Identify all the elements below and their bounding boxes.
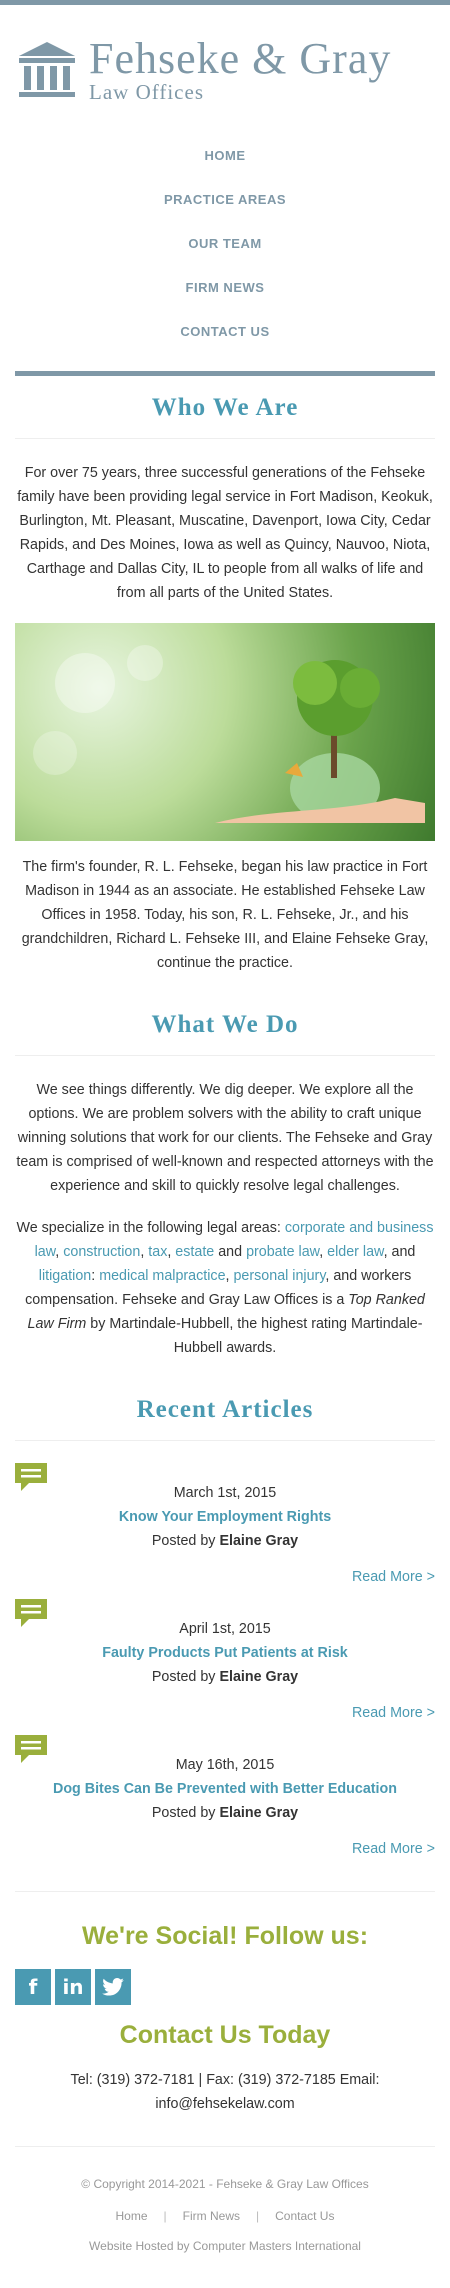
what-we-do-heading: What We Do [15, 993, 435, 1056]
article-title[interactable]: Faulty Products Put Patients at Risk [102, 1645, 348, 1661]
brand[interactable] [89, 34, 392, 104]
comment-icon [15, 1599, 47, 1629]
link-medical-malpractice[interactable]: medical malpractice [99, 1268, 226, 1284]
article-date: March 1st, 2015 [173, 1485, 277, 1501]
link-personal-injury[interactable]: personal injury [233, 1268, 326, 1284]
nav-firm-news[interactable]: FIRM NEWS [185, 279, 265, 295]
read-more-link[interactable]: Read More > [351, 1705, 435, 1721]
twitter-bird-icon [102, 1978, 124, 1996]
article-author: Posted by Elaine Gray [151, 1669, 299, 1685]
twitter-icon[interactable] [95, 1969, 131, 2005]
who-we-are-heading: Who We Are [15, 376, 435, 439]
brand-subtitle: Law Offices [89, 80, 204, 104]
main-nav [15, 133, 435, 353]
hero-image [15, 623, 435, 841]
article-item [15, 1599, 435, 1725]
link-probate-law[interactable]: probate law [246, 1244, 320, 1260]
site-footer [15, 2177, 435, 2277]
recent-articles-heading: Recent Articles [15, 1378, 435, 1441]
footer-link-home[interactable]: Home [115, 2209, 148, 2223]
founder-text: The firm's founder, R. L. Fehseke, began his law practice in Fort Madison in 1944 as an associate. He established Fehseke Law Offices in 1958. Today, his son, R. L. Fehseke, Jr., and his grandchildren, Richard L. Fehseke III, and Elaine Fehseke Gray, continue the practice. [21, 859, 429, 971]
link-construction[interactable]: construction [63, 1244, 141, 1260]
separator: | [163, 2209, 167, 2223]
courthouse-icon[interactable] [15, 38, 79, 102]
read-more-link[interactable]: Read More > [351, 1569, 435, 1585]
social-heading: We're Social! Follow us: [81, 1922, 369, 1950]
article-item [15, 1463, 435, 1589]
linkedin-icon[interactable]: in [55, 1969, 91, 2005]
read-more-link[interactable]: Read More > [351, 1841, 435, 1857]
link-litigation[interactable]: litigation [38, 1268, 92, 1284]
article-date: April 1st, 2015 [179, 1621, 271, 1637]
top-ranked-text: Top Ranked Law Firm [27, 1292, 425, 1332]
footer-links [15, 2209, 435, 2223]
link-estate[interactable]: estate [175, 1244, 215, 1260]
brand-name: Fehseke & Gray [89, 34, 392, 83]
who-we-are-text: For over 75 years, three successful generations of the Fehseke family have been providing legal service in Fort Madison, Keokuk, Burlington, Mt. Pleasant, Muscatine, Davenport, Iowa City, Cedar Rapids, and Des Moines, Iowa as well as Quincy, Nauvoo, Niota, Carthage and Dallas City, IL to people from all walks of life and from all parts of the United States. [17, 465, 433, 601]
link-corporate-business-law[interactable]: corporate and business law [34, 1220, 434, 1260]
separator: | [255, 2209, 260, 2223]
footer-link-firm-news[interactable]: Firm News [182, 2209, 240, 2223]
contact-heading: Contact Us Today [119, 2021, 331, 2049]
link-tax[interactable]: tax [148, 1244, 168, 1260]
article-item [15, 1735, 435, 1861]
nav-practice-areas[interactable]: PRACTICE AREAS [163, 191, 287, 207]
article-date: May 16th, 2015 [175, 1757, 275, 1773]
nav-contact-us[interactable]: CONTACT US [180, 323, 270, 339]
comment-icon [15, 1735, 47, 1765]
article-title[interactable]: Know Your Employment Rights [118, 1509, 332, 1525]
contact-info[interactable]: Tel: (319) 372-7181 | Fax: (319) 372-7185 Email: info@fehsekelaw.com [70, 2072, 380, 2112]
link-elder-law[interactable]: elder law [327, 1244, 384, 1260]
footer-link-contact-us[interactable]: Contact Us [275, 2209, 335, 2223]
site-header [15, 5, 435, 103]
article-author: Posted by Elaine Gray [151, 1533, 299, 1549]
copyright: © Copyright 2014-2021 - Fehseke & Gray Law Offices [81, 2177, 369, 2191]
section-divider [15, 1891, 435, 1892]
comment-icon [15, 1463, 47, 1493]
specialties-text: We specialize in the following legal areas: corporate and business law, construction, tax, estate and probate law, elder law, and litigation: medical malpractice, personal injury, and workers compensation. Fehseke and Gray Law Offices is a Top Ranked Law Firm by Martindale-Hubbell, the highest rating Martindale-Hubbell awards. [16, 1220, 434, 1356]
facebook-icon[interactable]: f [15, 1969, 51, 2005]
footer-divider [15, 2146, 435, 2147]
nav-home[interactable]: HOME [204, 147, 246, 163]
hosted-by[interactable]: Website Hosted by Computer Masters International [89, 2239, 361, 2253]
article-author: Posted by Elaine Gray [151, 1805, 299, 1821]
tree-in-hand-icon [15, 623, 435, 841]
article-title[interactable]: Dog Bites Can Be Prevented with Better Education [53, 1781, 397, 1797]
nav-our-team[interactable]: OUR TEAM [188, 235, 262, 251]
social-icons [15, 1969, 435, 2005]
what-we-do-text: We see things differently. We dig deeper. We explore all the options. We are problem solvers with the ability to craft unique winning solutions that work for our clients. The Fehseke and Gray team is comprised of well-known and respected attorneys with the experience and skill to quickly resolve legal challenges. [16, 1082, 434, 1194]
